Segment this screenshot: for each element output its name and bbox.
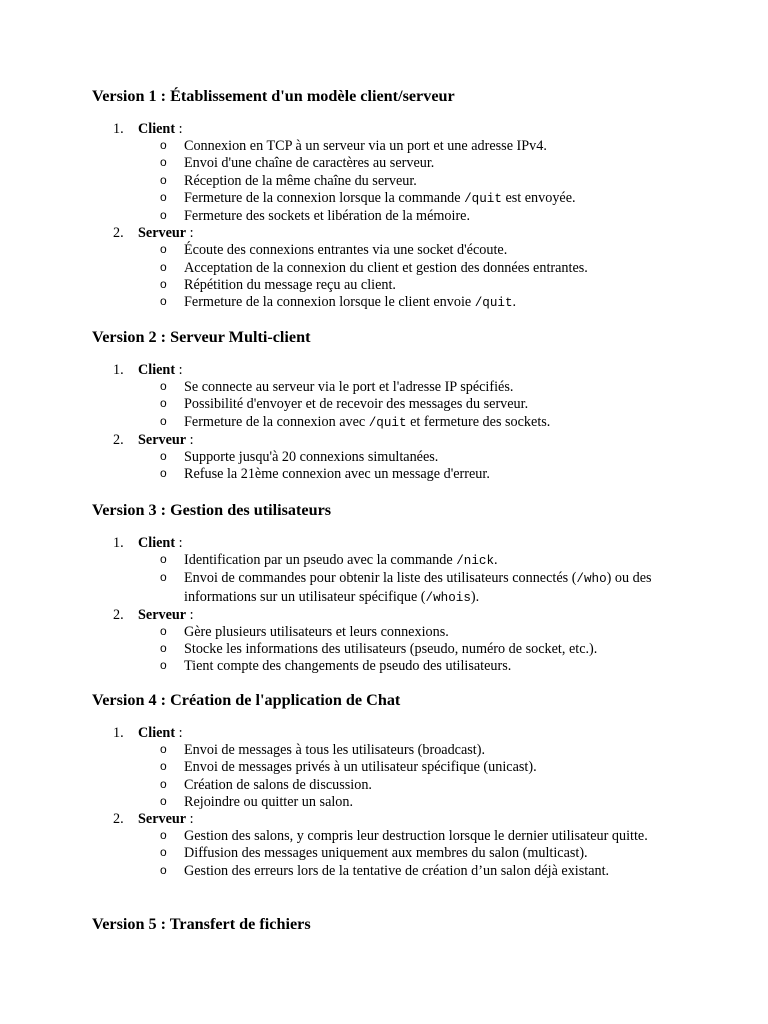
command-code: /quit (474, 296, 513, 311)
feature-list (138, 138, 692, 225)
role-label: Serveur (138, 225, 187, 242)
bullet-icon: o (160, 793, 167, 808)
role-list (92, 362, 692, 483)
section-heading: Version 4 : Création de l'application de Chat (92, 691, 401, 709)
feature-list (138, 242, 692, 312)
bullet-icon: o (160, 641, 167, 656)
list-item-text: Rejoindre ou quitter un salon. (184, 793, 354, 810)
section-version-1 (92, 87, 692, 312)
bullet-icon: o (160, 138, 167, 153)
command-code: /nick (456, 554, 495, 569)
list-item (138, 190, 709, 208)
role-label: Client (138, 535, 176, 551)
list-item-text: Fermeture des sockets et libération de la mémoire. (184, 208, 471, 225)
command-code: /whois (425, 590, 471, 605)
role-item-server (92, 225, 692, 312)
list-item (138, 759, 709, 776)
list-item-text: Acceptation de la connexion du client et gestion des données entrantes. (184, 259, 588, 276)
feature-list (138, 828, 692, 880)
list-item-text: Stocke les informations des utilisateurs (pseudo, numéro de socket, etc.). (184, 641, 598, 658)
list-item-text: Fermeture de la connexion lorsque la commande (184, 189, 465, 206)
list-number: 1. (113, 535, 124, 551)
role-line (138, 535, 692, 552)
role-label: Client (138, 362, 176, 378)
list-number: 2. (113, 606, 124, 623)
bullet-icon: o (160, 155, 167, 170)
list-item-text: Possibilité d'envoyer et de recevoir des messages du serveur. (184, 396, 529, 413)
list-item (138, 552, 709, 570)
feature-list (138, 742, 692, 811)
list-item-text: Gère plusieurs utilisateurs et leurs connexions. (184, 624, 449, 641)
role-list (92, 535, 692, 676)
list-item-text: Se connecte au serveur via le port et l'adresse IP spécifiés. (184, 379, 514, 396)
bullet-icon: o (160, 845, 167, 860)
bullet-icon: o (160, 413, 167, 428)
list-item-text: Fermeture de la connexion lorsque le client envoie (184, 294, 475, 311)
role-item-client (92, 121, 692, 225)
role-line (138, 432, 692, 449)
list-item (138, 242, 709, 259)
list-item-text: Gestion des salons, y compris leur destruction lorsque le dernier utilisateur quitte. (184, 828, 648, 845)
list-item (138, 863, 709, 880)
bullet-icon: o (160, 658, 167, 673)
list-item (138, 777, 709, 794)
list-item-text: Connexion en TCP à un serveur via un port et une adresse IPv4. (184, 138, 547, 155)
bullet-icon: o (160, 742, 167, 757)
list-item-text: ) ou des informations sur un utilisateur spécifique ( (184, 570, 652, 605)
role-item-client (92, 535, 692, 607)
role-separator: : (186, 431, 194, 448)
role-list (92, 725, 692, 880)
role-separator: : (175, 121, 183, 137)
feature-list (138, 449, 692, 483)
section-version-5 (92, 915, 692, 934)
role-item-client (92, 725, 692, 811)
list-item-text: Envoi de messages à tous les utilisateurs (broadcast). (184, 742, 486, 759)
role-label: Client (138, 121, 176, 137)
list-item (138, 449, 709, 466)
bullet-icon: o (160, 552, 167, 567)
list-item (138, 155, 709, 172)
list-item-text: ). (470, 588, 480, 605)
role-item-server (92, 432, 692, 484)
list-item-text: Supporte jusqu'à 20 connexions simultanées. (184, 449, 439, 466)
list-item-text: Tient compte des changements de pseudo des utilisateurs. (184, 658, 512, 675)
list-number: 2. (113, 811, 124, 828)
bullet-icon: o (160, 449, 167, 464)
list-item (138, 173, 709, 190)
feature-list (138, 379, 692, 432)
command-code: /quit (464, 191, 502, 206)
feature-list (138, 552, 692, 607)
list-item-text: . (512, 294, 517, 311)
list-item (138, 624, 709, 641)
list-item-text: Création de salons de discussion. (184, 776, 372, 793)
list-item-text: Réception de la même chaîne du serveur. (184, 172, 417, 189)
list-item (138, 742, 709, 759)
list-item (138, 570, 709, 606)
bullet-icon: o (160, 396, 167, 411)
command-code: /who (576, 572, 607, 587)
list-item (138, 414, 709, 432)
bullet-icon: o (160, 379, 167, 394)
section-version-4 (92, 691, 692, 880)
list-item (138, 466, 709, 483)
role-line (138, 811, 692, 828)
bullet-icon: o (160, 624, 167, 639)
role-separator: : (175, 535, 183, 551)
role-item-server (92, 811, 692, 880)
list-item (138, 138, 709, 155)
list-item-text: . (494, 552, 498, 569)
role-separator: : (175, 725, 183, 741)
role-line (138, 121, 692, 138)
list-item (138, 828, 709, 845)
role-line (138, 225, 692, 242)
role-label: Serveur (138, 811, 187, 828)
list-item (138, 208, 709, 225)
list-item-text: est envoyée. (501, 189, 576, 206)
bullet-icon: o (160, 759, 167, 774)
bullet-icon: o (160, 466, 167, 481)
bullet-icon: o (160, 259, 167, 274)
bullet-icon: o (160, 172, 167, 187)
list-item (138, 845, 709, 862)
list-number: 1. (113, 121, 124, 137)
list-number: 1. (113, 362, 124, 378)
list-item-text: Envoi d'une chaîne de caractères au serveur. (184, 155, 435, 172)
section-version-2 (92, 328, 692, 483)
bullet-icon: o (160, 828, 167, 843)
bullet-icon: o (160, 776, 167, 791)
list-number: 2. (113, 225, 124, 242)
list-item (138, 260, 709, 277)
section-heading: Version 2 : Serveur Multi-client (92, 328, 311, 346)
list-item-text: et fermeture des sockets. (406, 413, 551, 430)
bullet-icon: o (160, 242, 167, 257)
bullet-icon: o (160, 294, 167, 309)
list-item-text: Refuse la 21ème connexion avec un message d'erreur. (184, 466, 490, 483)
list-item-text: Répétition du message reçu au client. (184, 276, 396, 293)
list-number: 1. (113, 725, 124, 741)
role-separator: : (175, 362, 183, 378)
role-label: Client (138, 725, 176, 741)
role-label: Serveur (138, 606, 187, 623)
list-item-text: Gestion des erreurs lors de la tentative de création d’un salon déjà existant. (184, 862, 610, 879)
list-item (138, 294, 709, 312)
bullet-icon: o (160, 208, 167, 223)
list-item (138, 641, 709, 658)
section-version-3 (92, 501, 692, 676)
section-heading: Version 1 : Établissement d'un modèle client/serveur (92, 87, 455, 105)
list-item-text: Envoi de commandes pour obtenir la liste des utilisateurs connectés ( (184, 570, 577, 587)
role-separator: : (186, 811, 194, 828)
role-line (138, 725, 692, 742)
section-heading: Version 5 : Transfert de fichiers (92, 915, 311, 933)
bullet-icon: o (160, 189, 167, 204)
list-item-text: Identification par un pseudo avec la commande (184, 552, 457, 569)
list-item-text: Écoute des connexions entrantes via une socket d'écoute. (184, 242, 508, 259)
bullet-icon: o (160, 862, 167, 877)
list-item-text: Envoi de messages privés à un utilisateur spécifique (unicast). (184, 759, 537, 776)
role-label: Serveur (138, 431, 187, 448)
list-item (138, 277, 709, 294)
bullet-icon: o (160, 276, 167, 291)
role-line (138, 607, 692, 624)
bullet-icon: o (160, 570, 167, 585)
role-separator: : (186, 225, 194, 242)
command-code: /quit (368, 415, 407, 430)
role-separator: : (186, 606, 194, 623)
role-list (92, 121, 692, 312)
role-line (138, 362, 692, 379)
list-item (138, 658, 709, 675)
feature-list (138, 624, 692, 676)
list-number: 2. (113, 431, 124, 448)
role-item-server (92, 607, 692, 676)
list-item (138, 794, 709, 811)
list-item (138, 396, 709, 413)
section-heading: Version 3 : Gestion des utilisateurs (92, 501, 332, 519)
role-item-client (92, 362, 692, 432)
list-item-text: Diffusion des messages uniquement aux membres du salon (multicast). (184, 845, 588, 862)
list-item-text: Fermeture de la connexion avec (184, 413, 369, 430)
list-item (138, 379, 709, 396)
